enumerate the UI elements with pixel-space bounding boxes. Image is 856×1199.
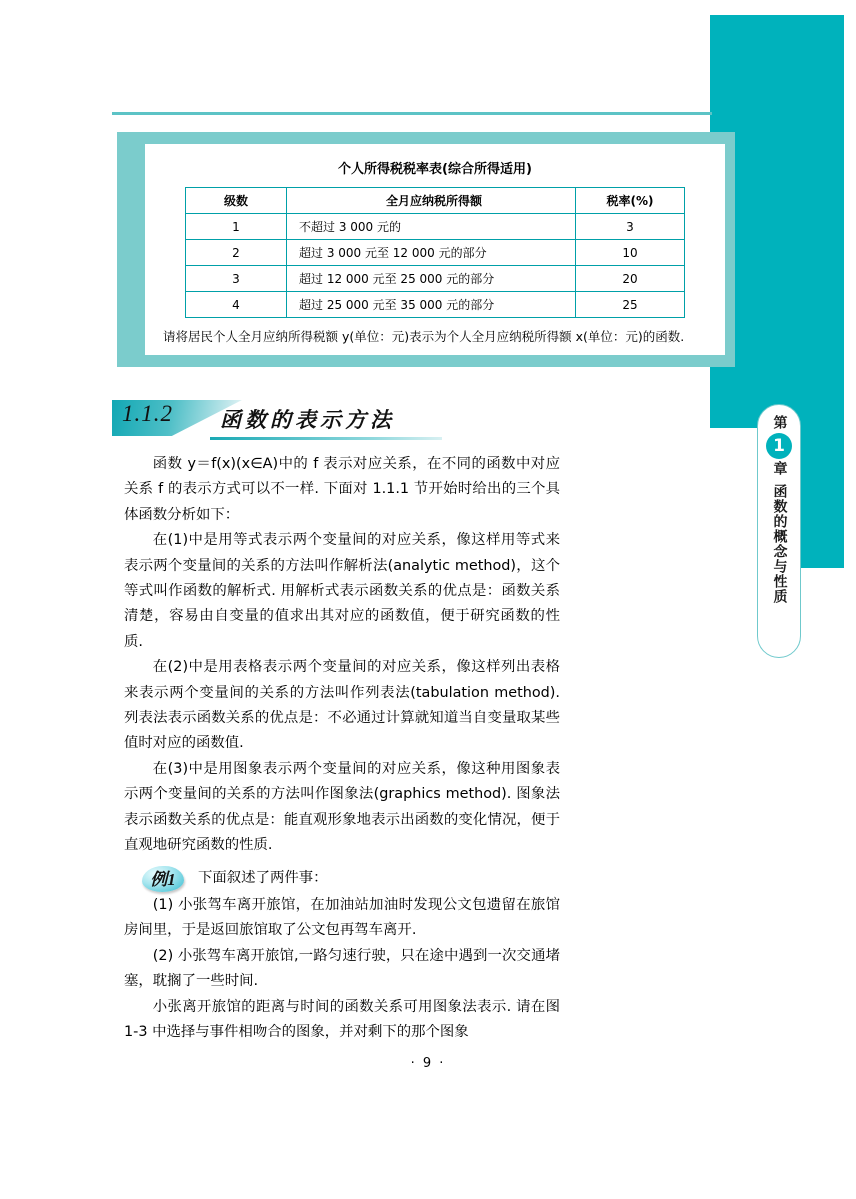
section-heading: [112, 396, 442, 442]
body-copy: [124, 452, 560, 859]
cell-rate: 25: [576, 292, 685, 318]
header-rate: 税率(%): [576, 188, 685, 214]
paragraph-3: 在(2)中是用表格表示两个变量间的对应关系，像这样列出表格来表示两个变量间的关系的方法叫作列表法(tabulation method). 列表法表示函数关系的优点是：不必通过计算就知道当自变量取某些值时对应的函数值.: [124, 659, 560, 752]
tax-rate-example-box: [117, 132, 735, 367]
example-item-2: (2) 小张驾车离开旅馆,一路匀速行驶，只在途中遇到一次交通堵塞，耽搁了一些时间.: [124, 947, 560, 990]
example-badge-label: 例1: [150, 869, 176, 889]
tax-box-note: 请将居民个人全月应纳所得税额 y(单位：元)表示为个人全月应纳税所得额 x(单位：元)的函数.: [163, 329, 685, 344]
cell-grade: 2: [186, 240, 287, 266]
cell-amount: 超过 25 000 元至 35 000 元的部分: [287, 292, 576, 318]
header-amount: 全月应纳税所得额: [287, 188, 576, 214]
tax-table-caption: 个人所得税税率表(综合所得适用): [338, 162, 532, 177]
example-item-1: (1) 小张驾车离开旅馆，在加油站加油时发现公文包遗留在旅馆房间里，于是返回旅馆取了公文包再驾车离开.: [124, 897, 560, 939]
chapter-prefix-label: 第: [771, 415, 788, 430]
example-badge-icon: [142, 866, 184, 892]
header-grade: 级数: [186, 188, 287, 214]
cell-grade: 1: [186, 214, 287, 240]
paragraph-2: 在(1)中是用等式表示两个变量间的对应关系，像这样用等式来表示两个变量间的关系的方法叫作解析法(analytic method)，这个等式叫作函数的解析式. 用解析式表示函数关系的优点是：函数关系清楚，容易由自变量的值求出其对应的函数值，便于研究函数的性质.: [124, 532, 560, 650]
cell-amount: 超过 12 000 元至 25 000 元的部分: [287, 266, 576, 292]
page-title: 函数的表示方法: [220, 408, 395, 432]
example-block: [124, 866, 560, 1045]
section-number: 1.1.2: [122, 401, 173, 426]
cell-grade: 4: [186, 292, 287, 318]
table-row: [186, 240, 685, 266]
chapter-number-badge: 1: [766, 433, 792, 459]
chapter-suffix-label: 章: [771, 461, 788, 476]
example-heading-line: [124, 866, 560, 892]
table-header-row: [186, 188, 685, 214]
cell-grade: 3: [186, 266, 287, 292]
example-heading-text: 下面叙述了两件事：: [198, 870, 328, 887]
chapter-title-label: 函数的概念与性质: [771, 484, 788, 604]
paragraph-4: 在(3)中是用图象表示两个变量间的对应关系，像这种用图象表示两个变量间的关系的方法叫作图象法(graphics method). 图象法表示函数关系的优点是：能直观形象地表示出函数的变化情况，便于直观地研究函数的性质.: [124, 760, 560, 854]
chapter-side-tab: [757, 404, 801, 658]
cell-rate: 10: [576, 240, 685, 266]
cell-rate: 20: [576, 266, 685, 292]
table-row: [186, 266, 685, 292]
tax-rate-box-inner: [145, 144, 725, 355]
cell-amount: 超过 3 000 元至 12 000 元的部分: [287, 240, 576, 266]
cell-rate: 3: [576, 214, 685, 240]
table-row: [186, 214, 685, 240]
top-horizontal-rule: [112, 112, 712, 115]
example-item-3: 小张离开旅馆的距离与时间的函数关系可用图象法表示. 请在图 1-3 中选择与事件相吻合的图象，并对剩下的那个图象: [124, 998, 560, 1041]
section-underline: [210, 437, 442, 440]
tax-rate-table: [185, 187, 685, 318]
paragraph-1: 函数 y＝f(x)(x∈A)中的 f 表示对应关系，在不同的函数中对应关系 f 的表示方式可以不一样. 下面对 1.1.1 节开始时给出的三个具体函数分析如下：: [124, 456, 560, 523]
cell-amount: 不超过 3 000 元的: [287, 214, 576, 240]
table-row: [186, 292, 685, 318]
page-number: · 9 ·: [410, 1056, 446, 1071]
